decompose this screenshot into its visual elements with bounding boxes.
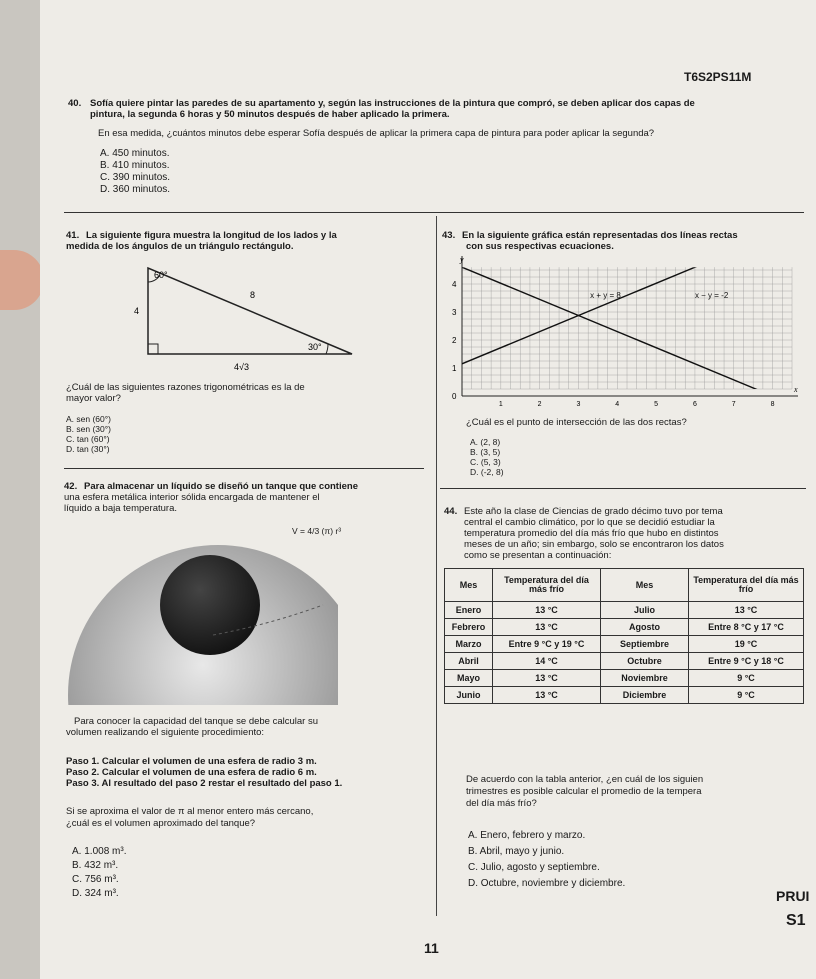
corner-label-2: S1 (786, 912, 806, 929)
q42-question-1: Si se aproxima el valor de π al menor entero más cercano, (66, 806, 314, 817)
cell: 9 °C (689, 670, 804, 687)
header-temp-2: Temperatura del día más frío (689, 569, 804, 602)
inner-sphere (160, 555, 260, 655)
table-row (445, 687, 804, 704)
q40-option-b[interactable]: B. 410 minutos. (100, 160, 170, 171)
q43-text-2: con sus respectivas ecuaciones. (466, 241, 614, 252)
x-tick-label: 1 (498, 401, 503, 408)
x-tick-label: 2 (537, 401, 542, 408)
q44-number: 44. (444, 506, 458, 517)
q43-question: ¿Cuál es el punto de intersección de las dos rectas? (466, 417, 687, 428)
q41-question-1: ¿Cuál de las siguientes razones trigonométricas es la de (66, 382, 305, 393)
q42-question-2: ¿cuál es el volumen aproximado del tanque? (66, 818, 256, 829)
cell: 13 °C (689, 602, 804, 619)
cell: 19 °C (689, 636, 804, 653)
header-temp: Temperatura del día más frío (493, 569, 601, 602)
divider (64, 212, 804, 213)
q42-procedure-1: Para conocer la capacidad del tanque se debe calcular su (74, 716, 318, 727)
table-row (445, 653, 804, 670)
q42-procedure-2: volumen realizando el siguiente procedimiento: (66, 727, 265, 738)
q43-option-d[interactable]: D. (-2, 8) (470, 467, 504, 477)
cell: Entre 9 °C y 18 °C (689, 653, 804, 670)
table-row (445, 602, 804, 619)
right-triangle-figure (130, 258, 360, 378)
cell: Septiembre (601, 636, 689, 653)
q43-text-1: En la siguiente gráfica están representadas dos líneas rectas (462, 230, 738, 241)
cell: Julio (601, 602, 689, 619)
q40-number: 40. (68, 98, 82, 109)
cell: Junio (445, 687, 493, 704)
q42-text-1: Para almacenar un líquido se diseñó un tanque que contiene (84, 481, 358, 492)
cell: 14 °C (493, 653, 601, 670)
q40-question: En esa medida, ¿cuántos minutos debe esperar Sofía después de aplicar la primera capa de pintura para poder aplicar la segunda? (98, 128, 655, 139)
q44-text-4: meses de un año; sin embargo, solo se encontraron los datos (464, 539, 724, 550)
series-line-2 (462, 250, 788, 364)
x-axis-label: x (794, 385, 798, 394)
cell: Noviembre (601, 670, 689, 687)
q40-option-a[interactable]: A. 450 minutos. (100, 148, 170, 159)
q40-option-d[interactable]: D. 360 minutos. (100, 184, 171, 195)
divider-right (440, 488, 806, 489)
cell: Agosto (601, 619, 689, 636)
q42-number: 42. (64, 481, 78, 492)
x-tick-label: 6 (692, 401, 697, 408)
q41-option-a[interactable]: A. sen (60°) (66, 414, 111, 424)
q44-option-a[interactable]: A. Enero, febrero y marzo. (468, 830, 586, 841)
q44-option-c[interactable]: C. Julio, agosto y septiembre. (468, 862, 600, 873)
q43-option-c[interactable]: C. (5, 3) (470, 457, 501, 467)
q44-text-2: central el cambio climático, por lo que se decidió estudiar la (464, 517, 715, 528)
cell: Diciembre (601, 687, 689, 704)
q41-option-d[interactable]: D. tan (30°) (66, 444, 110, 454)
cell: Abril (445, 653, 493, 670)
cell: Marzo (445, 636, 493, 653)
q41-question-2: mayor valor? (66, 393, 121, 404)
cell: Febrero (445, 619, 493, 636)
q44-option-d[interactable]: D. Octubre, noviembre y diciembre. (468, 878, 626, 889)
q40-text-1: Sofía quiere pintar las paredes de su apartamento y, según las instrucciones de la pintura que compró, se deben aplicar dos capas de (90, 98, 695, 109)
q40-text-2: pintura, la segunda 6 horas y 50 minutos después de haber aplicado la primera. (90, 109, 450, 120)
q44-question-2: trimestres es posible calcular el promedio de la tempera (466, 786, 702, 797)
y-tick-label: 4 (452, 280, 457, 289)
q42-option-b[interactable]: B. 432 m³. (72, 860, 119, 871)
x-tick-label: 3 (576, 401, 581, 408)
corner-label-1: PRUI (776, 888, 810, 904)
origin-label: 0 (452, 392, 457, 401)
q41-text-2: medida de los ángulos de un triángulo rectángulo. (66, 241, 294, 252)
label-60-deg: 60° (154, 270, 168, 280)
label-left-side: 4 (134, 306, 140, 316)
cell: Entre 9 °C y 19 °C (493, 636, 601, 653)
x-tick-label: 4 (615, 401, 620, 408)
cell: Enero (445, 602, 493, 619)
q42-text-2: una esfera metálica interior sólida encargada de mantener el (64, 492, 320, 503)
temperature-table (444, 568, 804, 704)
table-row (445, 670, 804, 687)
table-row (445, 636, 804, 653)
q44-question-1: De acuerdo con la tabla anterior, ¿en cuál de los siguien (466, 774, 704, 785)
q43-option-b[interactable]: B. (3, 5) (470, 447, 501, 457)
cell: 9 °C (689, 687, 804, 704)
right-angle-mark (148, 344, 158, 354)
q42-option-d[interactable]: D. 324 m³. (72, 888, 119, 899)
q42-option-a[interactable]: A. 1.008 m³. (72, 846, 127, 857)
series-label-2: x − y = -2 (694, 291, 729, 300)
finger-shadow (0, 250, 44, 310)
cell: 13 °C (493, 619, 601, 636)
q44-text-3: temperatura promedio del día más frío que hubo en distintos (464, 528, 719, 539)
q41-text-1: La siguiente figura muestra la longitud de los lados y la (86, 230, 337, 241)
y-tick-label: 2 (452, 336, 457, 345)
q40-option-c[interactable]: C. 390 minutos. (100, 172, 171, 183)
label-base: 4√3 (234, 362, 249, 372)
cell: 13 °C (493, 687, 601, 704)
exam-code: T6S2PS11M (684, 70, 752, 84)
x-tick-label: 8 (770, 401, 775, 408)
y-axis-label: y (460, 255, 464, 264)
sphere-volume-formula: V = 4/3 (π) r³ (292, 526, 342, 536)
q42-step-3: Paso 3. Al resultado del paso 2 restar el resultado del paso 1. (66, 778, 343, 789)
table-header-row (445, 569, 804, 602)
column-divider (436, 216, 437, 916)
cell: Mayo (445, 670, 493, 687)
x-tick-label: 5 (654, 401, 659, 408)
q42-step-2: Paso 2. Calcular el volumen de una esfera de radio 6 m. (66, 767, 317, 778)
q44-question-3: del día más frío? (466, 798, 537, 809)
page-number: 11 (424, 940, 439, 956)
label-hypotenuse: 8 (250, 290, 256, 300)
q41-number: 41. (66, 230, 80, 241)
q44-text-5: como se presentan a continuación: (464, 550, 612, 561)
tank-sphere-figure (68, 545, 338, 705)
q43-number: 43. (442, 230, 456, 241)
cell: 13 °C (493, 602, 601, 619)
angle-arc-30 (326, 344, 328, 354)
cell: Entre 8 °C y 17 °C (689, 619, 804, 636)
q44-text-1: Este año la clase de Ciencias de grado décimo tuvo por tema (464, 506, 723, 517)
q43-option-a[interactable]: A. (2, 8) (470, 437, 501, 447)
y-tick-label: 1 (452, 364, 457, 373)
label-30-deg: 30° (308, 342, 322, 352)
cell: Octubre (601, 653, 689, 670)
q44-option-b[interactable]: B. Abril, mayo y junio. (468, 846, 565, 857)
x-tick-label: 7 (731, 401, 736, 408)
q42-text-3: líquido a baja temperatura. (64, 503, 178, 514)
series-label-1: x + y = 8 (590, 291, 621, 300)
q41-option-c[interactable]: C. tan (60°) (66, 434, 110, 444)
q42-step-1: Paso 1. Calcular el volumen de una esfera de radio 3 m. (66, 756, 317, 767)
q42-option-c[interactable]: C. 756 m³. (72, 874, 119, 885)
cell: 13 °C (493, 670, 601, 687)
line-graph (448, 250, 808, 415)
header-month-2: Mes (601, 569, 689, 602)
divider-left (64, 468, 424, 469)
header-month: Mes (445, 569, 493, 602)
y-tick-label: 3 (452, 308, 457, 317)
q41-option-b[interactable]: B. sen (30°) (66, 424, 111, 434)
table-row (445, 619, 804, 636)
